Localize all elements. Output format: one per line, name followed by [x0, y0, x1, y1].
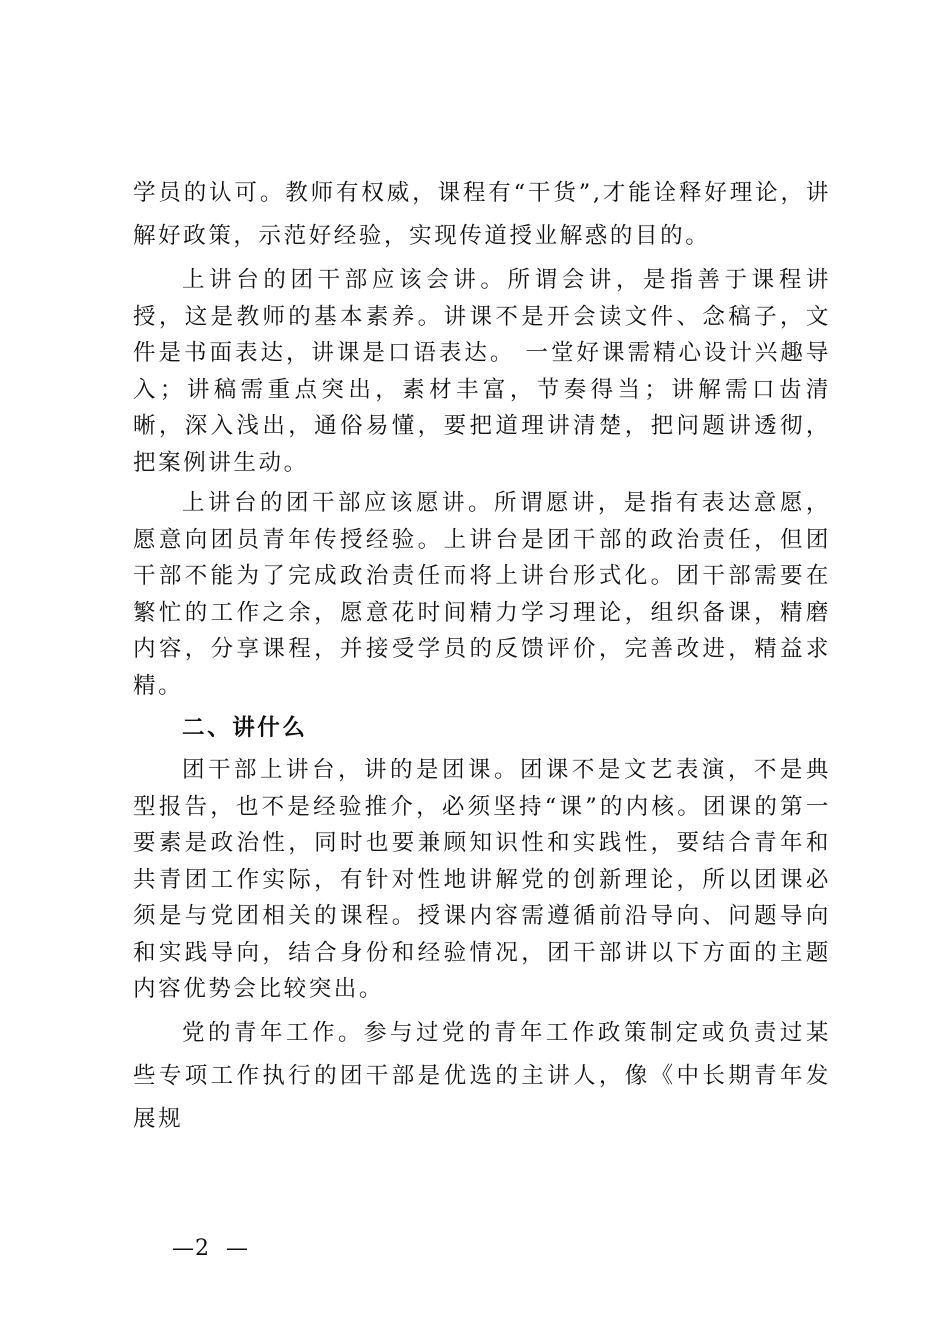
paragraph-qingnian-gongzuo: 党的青年工作。参与过党的青年工作政策制定或负责过某些专项工作执行的团干部是优选的主讲人，像《中长期青年发展规 [133, 1019, 831, 1132]
paragraph-hui-jiang: 上讲台的团干部应该会讲。所谓会讲，是指善于课程讲授，这是教师的基本素养。讲课不是开会读文件、念稿子，文件是书面表达，讲课是口语表达。 一堂好课需精心设计兴趣导入；讲稿需重点突出，素材丰富，节奏得当；讲解需口齿清晰，深入浅出，通俗易懂，要把道理讲清楚，把问题讲透彻，把案例讲生动。 [133, 267, 831, 476]
page-number: —2 — [172, 1236, 249, 1261]
document-body [133, 172, 831, 1141]
section-heading: 二、讲什么 [182, 715, 308, 741]
paragraph-tuan-ke: 团干部上讲台，讲的是团课。团课不是文艺表演，不是典型报告，也不是经验推介，必须坚持“课”的内核。团课的第一要素是政治性，同时也要兼顾知识性和实践性，要结合青年和共青团工作实际，有针对性地讲解党的创新理论，所以团课必须是与党团相关的课程。授课内容需遵循前沿导向、问题导向和实践导向，结合身份和经验情况，团干部讲以下方面的主题内容优势会比较突出。 [133, 757, 831, 1002]
paragraph-continuation: 学员的认可。教师有权威，课程有“干货”,才能诠释好理论，讲解好政策，示范好经验，实现传道授业解惑的目的。 [133, 180, 831, 249]
paragraph-yuan-jiang: 上讲台的团干部应该愿讲。所谓愿讲，是指有表达意愿，愿意向团员青年传授经验。上讲台是团干部的政治责任，但团干部不能为了完成政治责任而将上讲台形式化。团干部需要在繁忙的工作之余，愿意花时间精力学习理论，组织备课，精磨内容，分享课程，并接受学员的反馈评价，完善改进，精益求精。 [133, 490, 831, 699]
